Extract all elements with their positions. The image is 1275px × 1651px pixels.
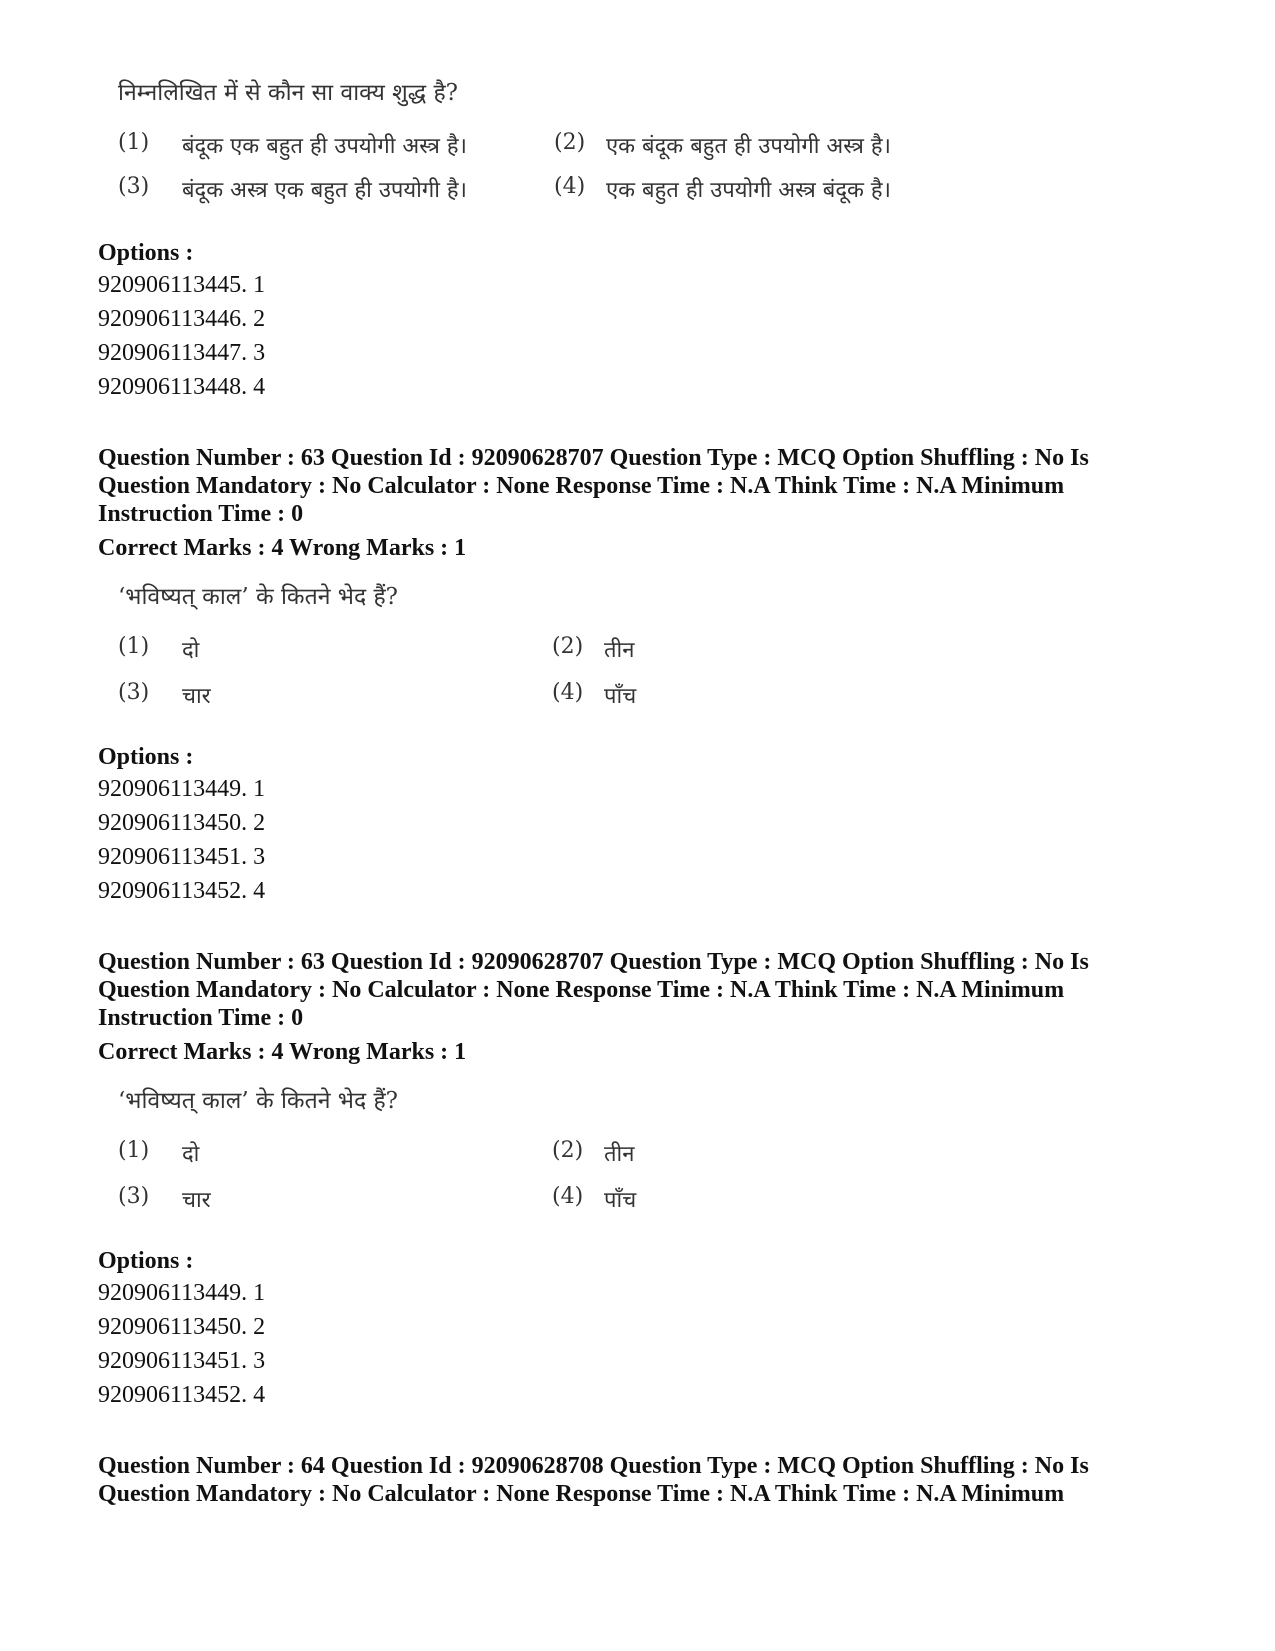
choice-row — [118, 174, 1118, 206]
option-item: 920906113451. 3 — [98, 844, 266, 870]
choice-row — [118, 680, 1118, 712]
choice-text: एक बहुत ही उपयोगी अस्त्र बंदूक है। — [606, 178, 891, 203]
question-text: ‘भविष्यत् काल’ के कितने भेद हैं? — [118, 1088, 399, 1114]
option-item: 920906113452. 4 — [98, 878, 266, 904]
meta-line: Question Number : 63 Question Id : 92090628707 Question Type : MCQ Option Shuffling : No Is — [98, 445, 1089, 471]
choice-number: (1) — [118, 634, 150, 659]
options-label: Options : — [98, 1248, 194, 1274]
meta-line: Question Mandatory : No Calculator : None Response Time : N.A Think Time : N.A Minimum — [98, 977, 1065, 1003]
choice-number: (3) — [118, 174, 150, 199]
meta-line: Instruction Time : 0 — [98, 501, 304, 527]
options-list — [98, 742, 1228, 908]
meta-line: Instruction Time : 0 — [98, 1005, 304, 1031]
option-item: 920906113450. 2 — [98, 1314, 266, 1340]
choice-text: एक बंदूक बहुत ही उपयोगी अस्त्र है। — [606, 134, 891, 159]
choice-number: (2) — [554, 130, 586, 155]
choice-row — [118, 1184, 1118, 1216]
option-item: 920906113449. 1 — [98, 776, 266, 802]
meta-line: Question Number : 63 Question Id : 92090628707 Question Type : MCQ Option Shuffling : No Is — [98, 949, 1089, 975]
choice-text: तीन — [604, 1142, 635, 1167]
choice-text: चार — [182, 1188, 211, 1213]
choice-text: तीन — [604, 638, 635, 663]
choice-number: (4) — [552, 1184, 584, 1209]
question-meta — [98, 948, 1228, 1066]
meta-line: Question Number : 64 Question Id : 92090628708 Question Type : MCQ Option Shuffling : No Is — [98, 1453, 1089, 1479]
question-text: ‘भविष्यत् काल’ के कितने भेद हैं? — [118, 584, 399, 610]
choice-text: बंदूक एक बहुत ही उपयोगी अस्त्र है। — [182, 134, 467, 159]
option-item: 920906113452. 4 — [98, 1382, 266, 1408]
options-label: Options : — [98, 744, 194, 770]
meta-line: Question Mandatory : No Calculator : None Response Time : N.A Think Time : N.A Minimum — [98, 473, 1065, 499]
question-62-image — [118, 78, 1118, 203]
choice-number: (3) — [118, 1184, 150, 1209]
choice-text: दो — [182, 1142, 200, 1167]
choice-number: (1) — [118, 130, 150, 155]
choice-row — [118, 130, 1118, 162]
option-item: 920906113447. 3 — [98, 340, 266, 366]
question-meta — [98, 444, 1228, 562]
option-item: 920906113450. 2 — [98, 810, 266, 836]
options-label: Options : — [98, 240, 194, 266]
marks-line: Correct Marks : 4 Wrong Marks : 1 — [98, 1039, 467, 1065]
option-item: 920906113446. 2 — [98, 306, 266, 332]
choice-number: (1) — [118, 1138, 150, 1163]
choice-text: दो — [182, 638, 200, 663]
option-item: 920906113449. 1 — [98, 1280, 266, 1306]
choice-number: (3) — [118, 680, 150, 705]
choice-number: (2) — [552, 634, 584, 659]
options-list — [98, 1246, 1228, 1412]
meta-line: Question Mandatory : No Calculator : None Response Time : N.A Think Time : N.A Minimum — [98, 1481, 1065, 1507]
choice-text: बंदूक अस्त्र एक बहुत ही उपयोगी है। — [182, 178, 467, 203]
question-text: निम्नलिखित में से कौन सा वाक्य शुद्ध है? — [118, 80, 458, 106]
question-63-image-repeat — [118, 1086, 1118, 1213]
choice-text: पाँच — [604, 1188, 637, 1213]
choice-number: (4) — [554, 174, 586, 199]
question-meta — [98, 1452, 1228, 1508]
choice-text: चार — [182, 684, 211, 709]
option-item: 920906113448. 4 — [98, 374, 266, 400]
choice-number: (2) — [552, 1138, 584, 1163]
option-item: 920906113451. 3 — [98, 1348, 266, 1374]
choice-number: (4) — [552, 680, 584, 705]
option-item: 920906113445. 1 — [98, 272, 266, 298]
options-list — [98, 238, 1228, 404]
choice-row — [118, 1138, 1118, 1170]
question-63-image — [118, 582, 1118, 709]
choice-text: पाँच — [604, 684, 637, 709]
marks-line: Correct Marks : 4 Wrong Marks : 1 — [98, 535, 467, 561]
choice-row — [118, 634, 1118, 666]
